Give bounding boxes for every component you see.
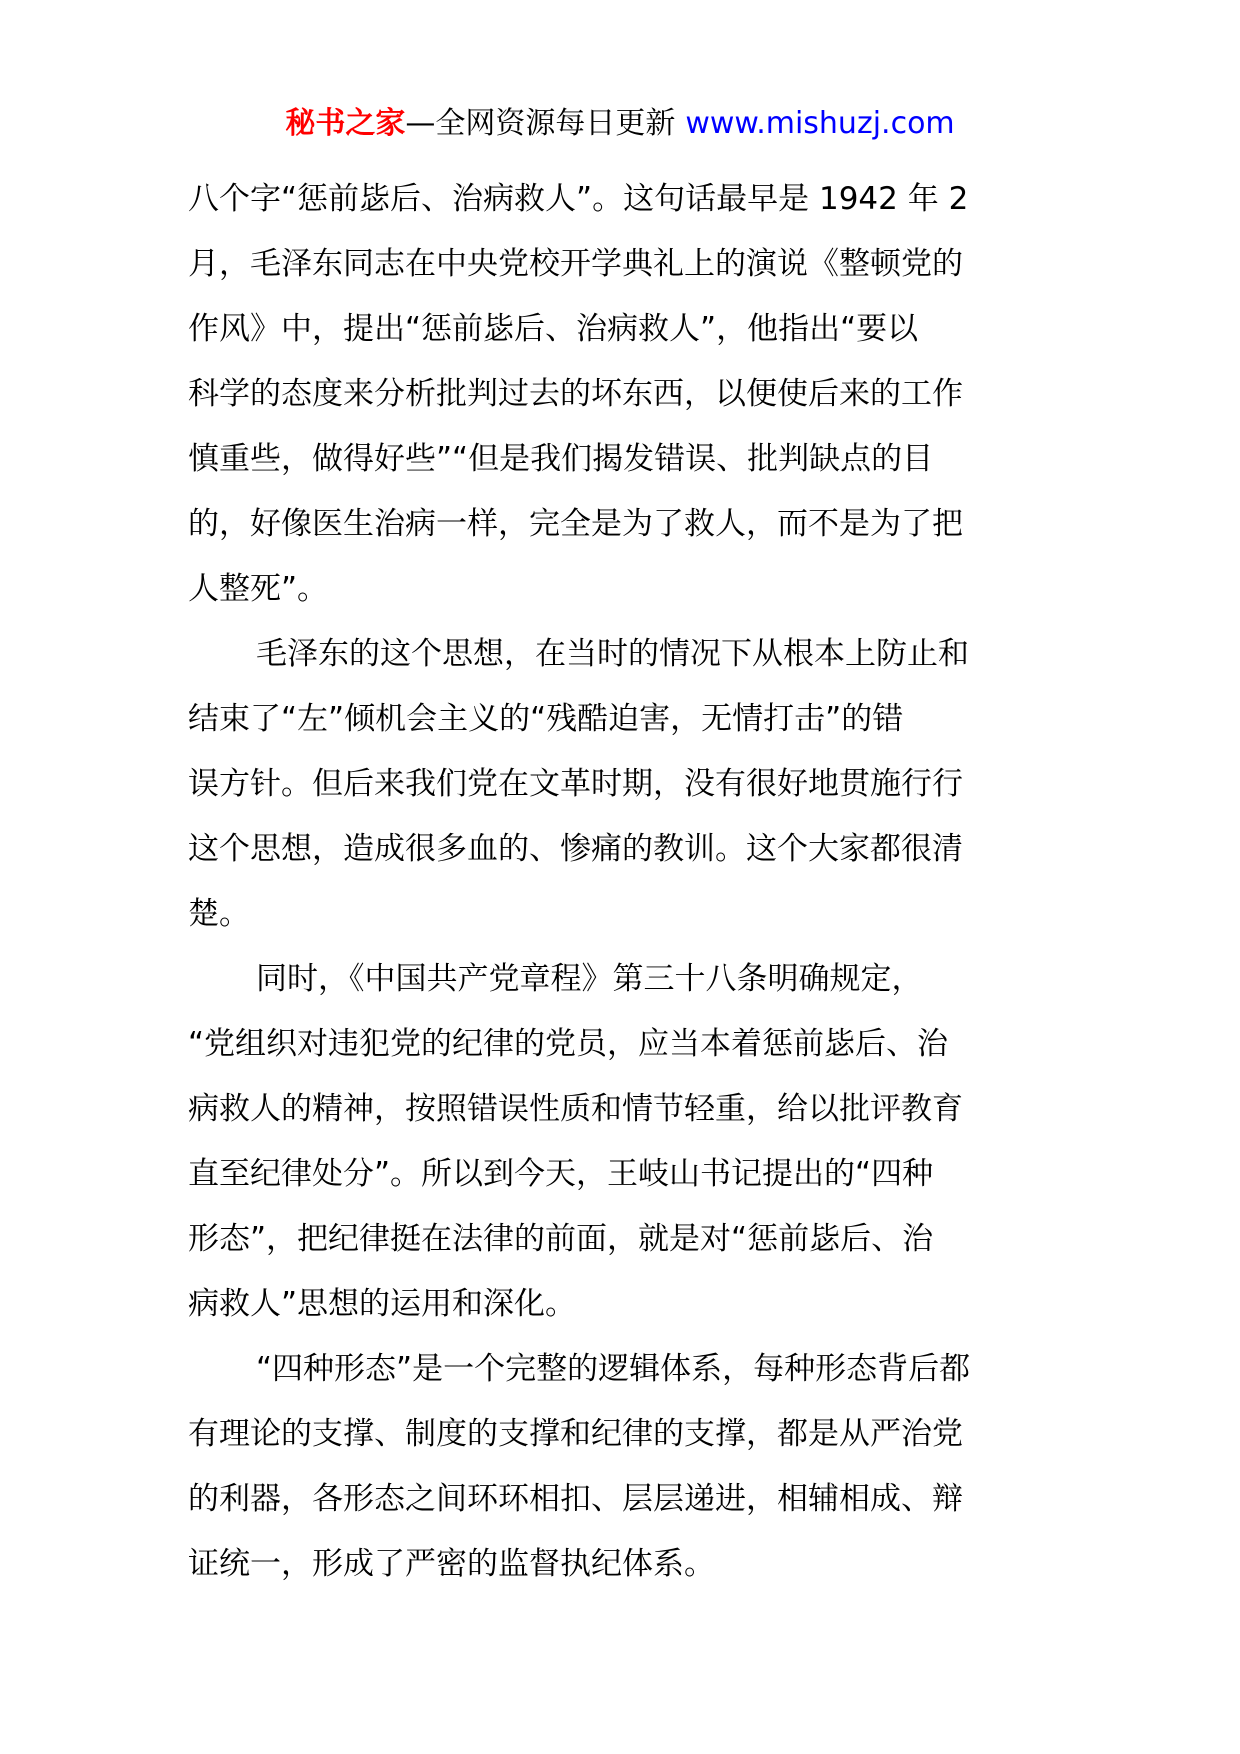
paragraph-1 (188, 167, 1068, 622)
text-line: 毛泽东的这个思想，在当时的情况下从根本上防止和 (256, 636, 969, 672)
paragraph-2 (188, 622, 1068, 947)
text-line: 慎重些，做得好些”“但是我们揭发错误、批判缺点的目 (188, 441, 934, 477)
text-line: 同时，《中国共产党章程》第三十八条明确规定， (256, 961, 923, 997)
text-line: 楚。 (188, 896, 250, 932)
text-line: 病救人”思想的运用和深化。 (188, 1286, 577, 1322)
page-header (0, 104, 1240, 144)
site-url-link[interactable]: www.mishuzj.com (685, 106, 955, 141)
text-line: 科学的态度来分析批判过去的坏东西，以便使后来的工作 (188, 376, 963, 412)
text-line: 作风》中，提出“惩前毖后、治病救人”，他指出“要以 (188, 311, 919, 347)
paragraph-3 (188, 947, 1068, 1337)
text-line: 直至纪律处分”。所以到今天，王岐山书记提出的“四种 (188, 1156, 934, 1192)
text-line: 八个字“惩前毖后、治病救人”。这句话最早是 1942 年 2 (188, 181, 969, 217)
text-line: 的利器，各形态之间环环相扣、层层递进，相辅相成、辩 (188, 1481, 963, 1517)
text-line: 的，好像医生治病一样，完全是为了救人，而不是为了把 (188, 506, 963, 542)
text-line: 月，毛泽东同志在中央党校开学典礼上的演说《整顿党的 (188, 246, 963, 282)
text-line: 形态”，把纪律挺在法律的前面，就是对“惩前毖后、治 (188, 1221, 934, 1257)
text-line: “党组织对违犯党的纪律的党员，应当本着惩前毖后、治 (188, 1026, 949, 1062)
text-line: 结束了“左”倾机会主义的“残酷迫害，无情打击”的错 (188, 701, 904, 737)
text-line: “四种形态”是一个完整的逻辑体系，每种形态背后都 (256, 1351, 971, 1387)
text-line: 这个思想，造成很多血的、惨痛的教训。这个大家都很清 (188, 831, 963, 867)
text-line: 证统一，形成了严密的监督执纪体系。 (188, 1546, 715, 1582)
text-line: 误方针。但后来我们党在文革时期，没有很好地贯施行行 (188, 766, 963, 802)
text-line: 病救人的精神，按照错误性质和情节轻重，给以批评教育 (188, 1091, 963, 1127)
document-body (188, 167, 1068, 1597)
text-line: 有理论的支撑、制度的支撑和纪律的支撑，都是从严治党 (188, 1416, 963, 1452)
header-tagline: —全网资源每日更新 (405, 106, 676, 141)
paragraph-4 (188, 1337, 1068, 1597)
text-line: 人整死”。 (188, 571, 329, 607)
brand-name: 秘书之家 (285, 106, 406, 141)
